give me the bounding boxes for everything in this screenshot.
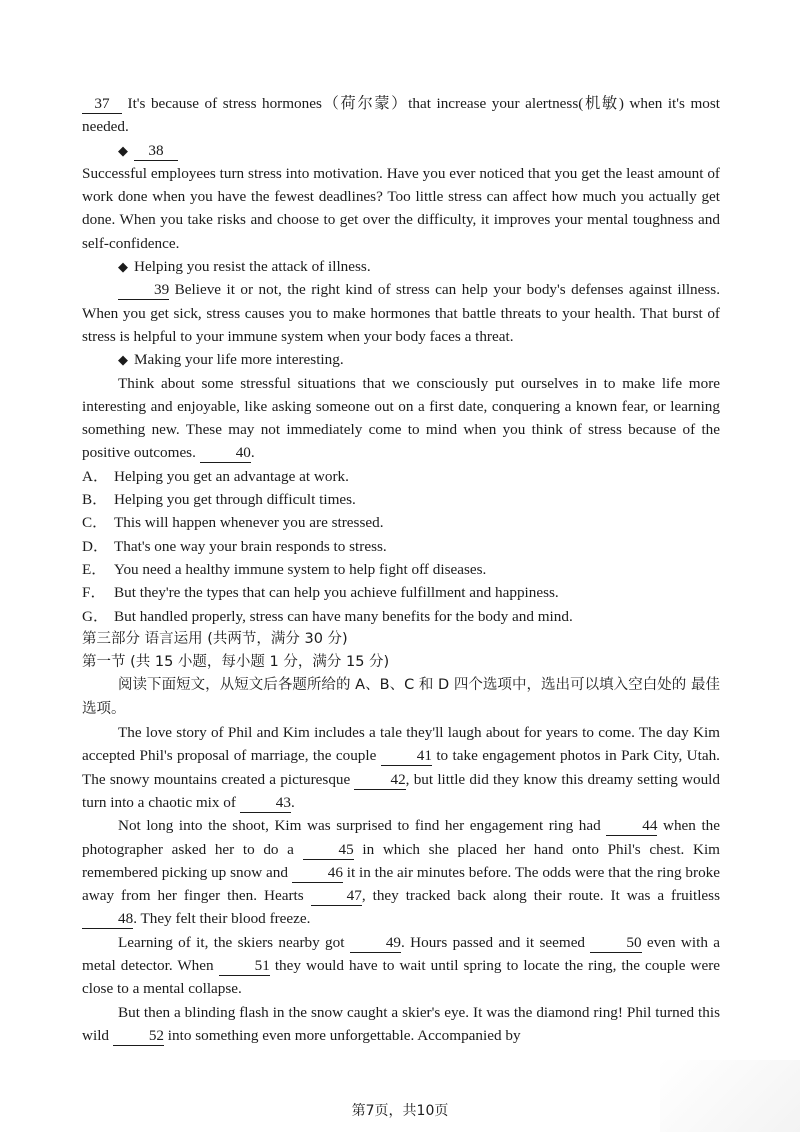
option-f: F． But they're the types that can help you achieve fulfillment and happiness. [82,584,559,602]
question-37-line [82,92,720,139]
paragraph-motivation: Successful employees turn stress into motivation. Have you ever noticed that you get the least amount of work done when you have the fewest deadlines? Too little stress can affect how much you actually get done. When you take risks and choose to get over the difficulty, it improves your mental toughness and self-confidence. [82,164,720,252]
cloze-paragraph-1: The love story of Phil and Kim includes a tale they'll laugh about for years to come. The day Kim accepted Phil's proposal of marriage, the couple 41 to take engagement photos in Park City, Utah. The snowy mountains created a picturesque 42, but little did they know this dreamy setting would turn into a chaotic mix of 43. [82,724,720,811]
option-a: A． Helping you get an advantage at work. [82,467,349,485]
part3-title: 第三部分 语言运用 (共两节，满分 30 分) [82,630,348,647]
q37-text: It's because of stress hormones（荷尔蒙）that increase your alertness(机敏) when it's most needed. [82,95,720,136]
blank-38: 38 [134,142,178,161]
options-list [82,465,720,628]
page-footer: 第7页，共10页 [351,1103,449,1119]
blank-48: 48 [82,910,133,929]
page-body [82,92,720,1047]
blank-49: 49 [350,934,401,953]
blank-44: 44 [606,817,657,836]
cloze-paragraph-2: Not long into the shoot, Kim was surprised to find her engagement ring had 44 when the photographer asked her to do a 45 in which she placed her hand onto Phil's chest. Kim remembered picking up snow and 46 it in the air minutes before. The odds were that the ring broke away from her finger then. Hearts 47, they tracked back along their route. It was a fruitless 48. They felt their blood freeze. [82,817,721,928]
heading-illness: ◆ Helping you resist the attack of illness. [118,258,371,276]
blank-46: 46 [292,864,343,883]
blank-43: 43 [240,794,291,813]
scan-shadow [660,1060,800,1132]
instruction: 阅读下面短文，从短文后各题所给的 A、B、C 和 D 四个选项中，选出可以填入空白处的 最佳选项。 [82,677,720,717]
blank-37: 37 [82,95,122,114]
cloze-paragraph-3: Learning of it, the skiers nearby got 49. Hours passed and it seemed 50 even with a metal detector. When 51 they would have to wait until spring to locate the ring, the couple were close to a mental collapse. [82,933,720,998]
section1-title: 第一节 (共 15 小题，每小题 1 分，满分 15 分) [82,654,390,671]
blank-45: 45 [303,841,354,860]
cloze-paragraph-4: But then a blinding flash in the snow caught a skier's eye. It was the diamond ring! Phil turned this wild 52 into something even more unforgettable. Accompanied by [82,1003,720,1044]
heading-interesting: ◆ Making your life more interesting. [118,351,344,369]
paragraph-interesting: Think about some stressful situations that we consciously put ourselves in to make life more interesting and enjoyable, like asking someone out on a first date, conquering a known fear, or learning something new. These may not immediately come to mind when you think of stress because of the positive outcomes. 40. [82,374,720,462]
blank-50: 50 [590,934,641,953]
blank-52: 52 [113,1027,164,1046]
blank-41: 41 [381,747,432,766]
question-38-heading [82,139,720,162]
blank-47: 47 [311,887,362,906]
blank-40: 40 [200,444,251,463]
option-e: E． You need a healthy immune system to help fight off diseases. [82,560,487,578]
option-c: C． This will happen whenever you are stressed. [82,514,384,532]
diamond-bullet-icon: ◆ [118,352,128,368]
diamond-bullet-icon: ◆ [118,259,128,275]
blank-39: 39 [118,281,169,300]
option-g: G． But handled properly, stress can have many benefits for the body and mind. [82,607,573,625]
blank-42: 42 [354,771,405,790]
diamond-bullet-icon: ◆ [118,142,128,158]
blank-51: 51 [219,957,270,976]
paragraph-illness: 39 Believe it or not, the right kind of stress can help your body's defenses against illness. When you get sick, stress causes you to make hormones that battle threats to your health. That burst of stress is helpful to your immune system when your body faces a threat. [82,281,720,345]
option-d: D． That's one way your brain responds to stress. [82,537,387,555]
option-b: B． Helping you get through difficult times. [82,491,356,509]
